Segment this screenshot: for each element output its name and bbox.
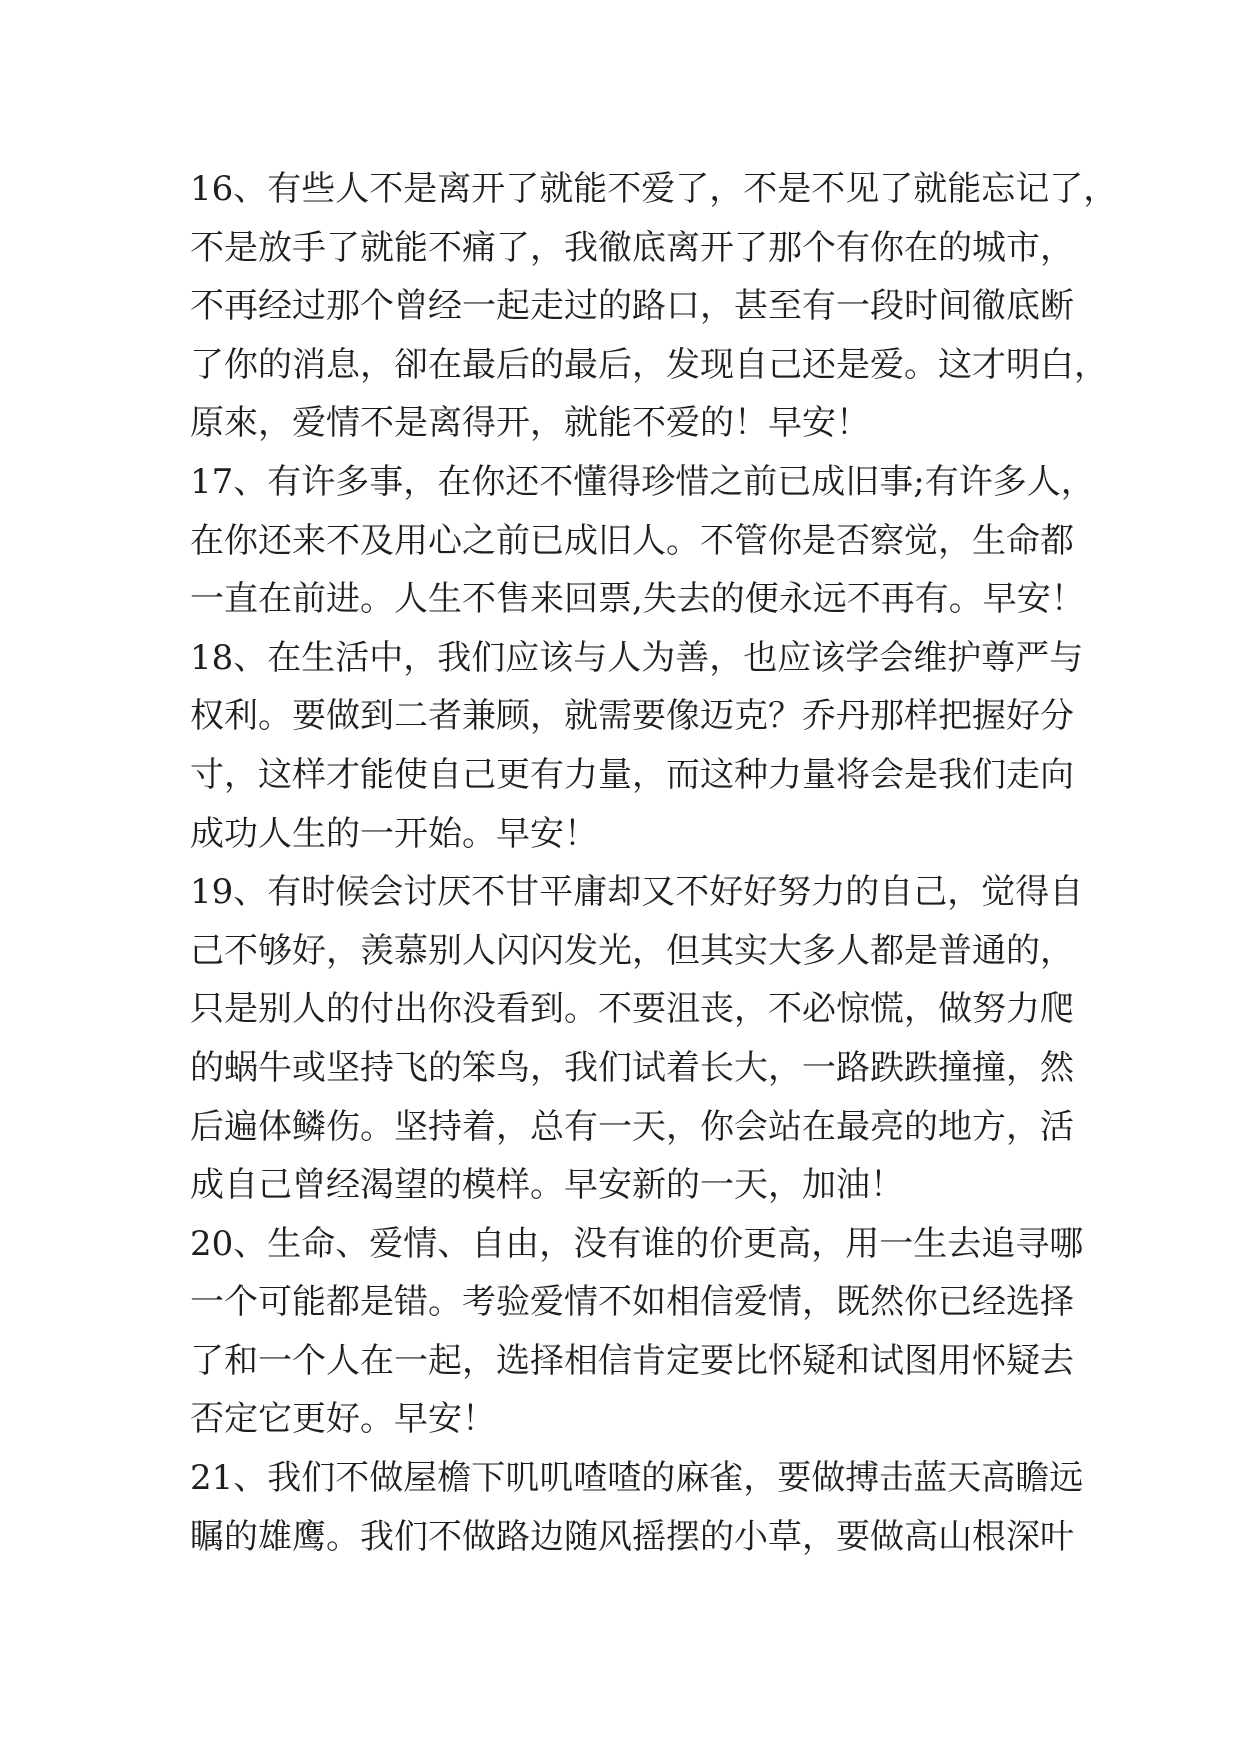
text-line: 18、在生活中，我们应该与人为善，也应该学会维护尊严与 bbox=[190, 637, 1084, 678]
text-line: 只是别人的付出你没看到。不要沮丧，不必惊慌，做努力爬 bbox=[190, 989, 1074, 1030]
text-line: 21、我们不做屋檐下叽叽喳喳的麻雀，要做搏击蓝天高瞻远 bbox=[190, 1458, 1084, 1499]
text-line: 己不够好，羡慕别人闪闪发光，但其实大多人都是普通的， bbox=[190, 930, 1074, 971]
text-line: 一直在前进。人生不售来回票,失去的便永远不再有。早安！ bbox=[190, 579, 1085, 620]
text-line: 权利。要做到二者兼顾，就需要像迈克？乔丹那样把握好分 bbox=[190, 696, 1074, 737]
text-line: 一个可能都是错。考验爱情不如相信爱情，既然你已经选择 bbox=[190, 1282, 1074, 1323]
text-line: 成功人生的一开始。早安！ bbox=[190, 813, 598, 854]
text-line: 成自己曾经渴望的模样。早安新的一天，加油！ bbox=[190, 1165, 904, 1206]
text-line: 16、有些人不是离开了就能不爱了，不是不见了就能忘记了， bbox=[190, 169, 1118, 209]
text-line: 19、有时候会讨厌不甘平庸却又不好好努力的自己，觉得自 bbox=[190, 872, 1084, 913]
document-body bbox=[190, 160, 1118, 1566]
text-line: 不是放手了就能不痛了，我徹底离开了那个有你在的城市， bbox=[190, 227, 1074, 268]
text-line: 20、生命、爱情、自由，没有谁的价更高，用一生去追寻哪 bbox=[190, 1223, 1084, 1264]
text-line: 原來，爱情不是离得开，就能不爱的！早安！ bbox=[190, 403, 870, 444]
text-line: 了你的消息，卻在最后的最后，发现自己还是爱。这才明白， bbox=[190, 344, 1108, 385]
text-line: 的蜗牛或坚持飞的笨鸟，我们试着长大，一路跌跌撞撞，然 bbox=[190, 1047, 1074, 1088]
text-line: 后遍体鳞伤。坚持着，总有一天，你会站在最亮的地方，活 bbox=[190, 1106, 1074, 1147]
text-line: 17、有许多事，在你还不懂得珍惜之前已成旧事;有许多人， bbox=[190, 461, 1095, 502]
text-line: 在你还来不及用心之前已成旧人。不管你是否察觉，生命都 bbox=[190, 520, 1074, 561]
text-line: 了和一个人在一起，选择相信肯定要比怀疑和试图用怀疑去 bbox=[190, 1340, 1074, 1381]
text-line: 寸，这样才能使自己更有力量，而这种力量将会是我们走向 bbox=[190, 754, 1074, 795]
text-line: 瞩的雄鹰。我们不做路边随风摇摆的小草，要做高山根深叶 bbox=[190, 1516, 1074, 1557]
text-line: 否定它更好。早安！ bbox=[190, 1399, 496, 1440]
text-line: 不再经过那个曾经一起走过的路口，甚至有一段时间徹底断 bbox=[190, 286, 1074, 327]
